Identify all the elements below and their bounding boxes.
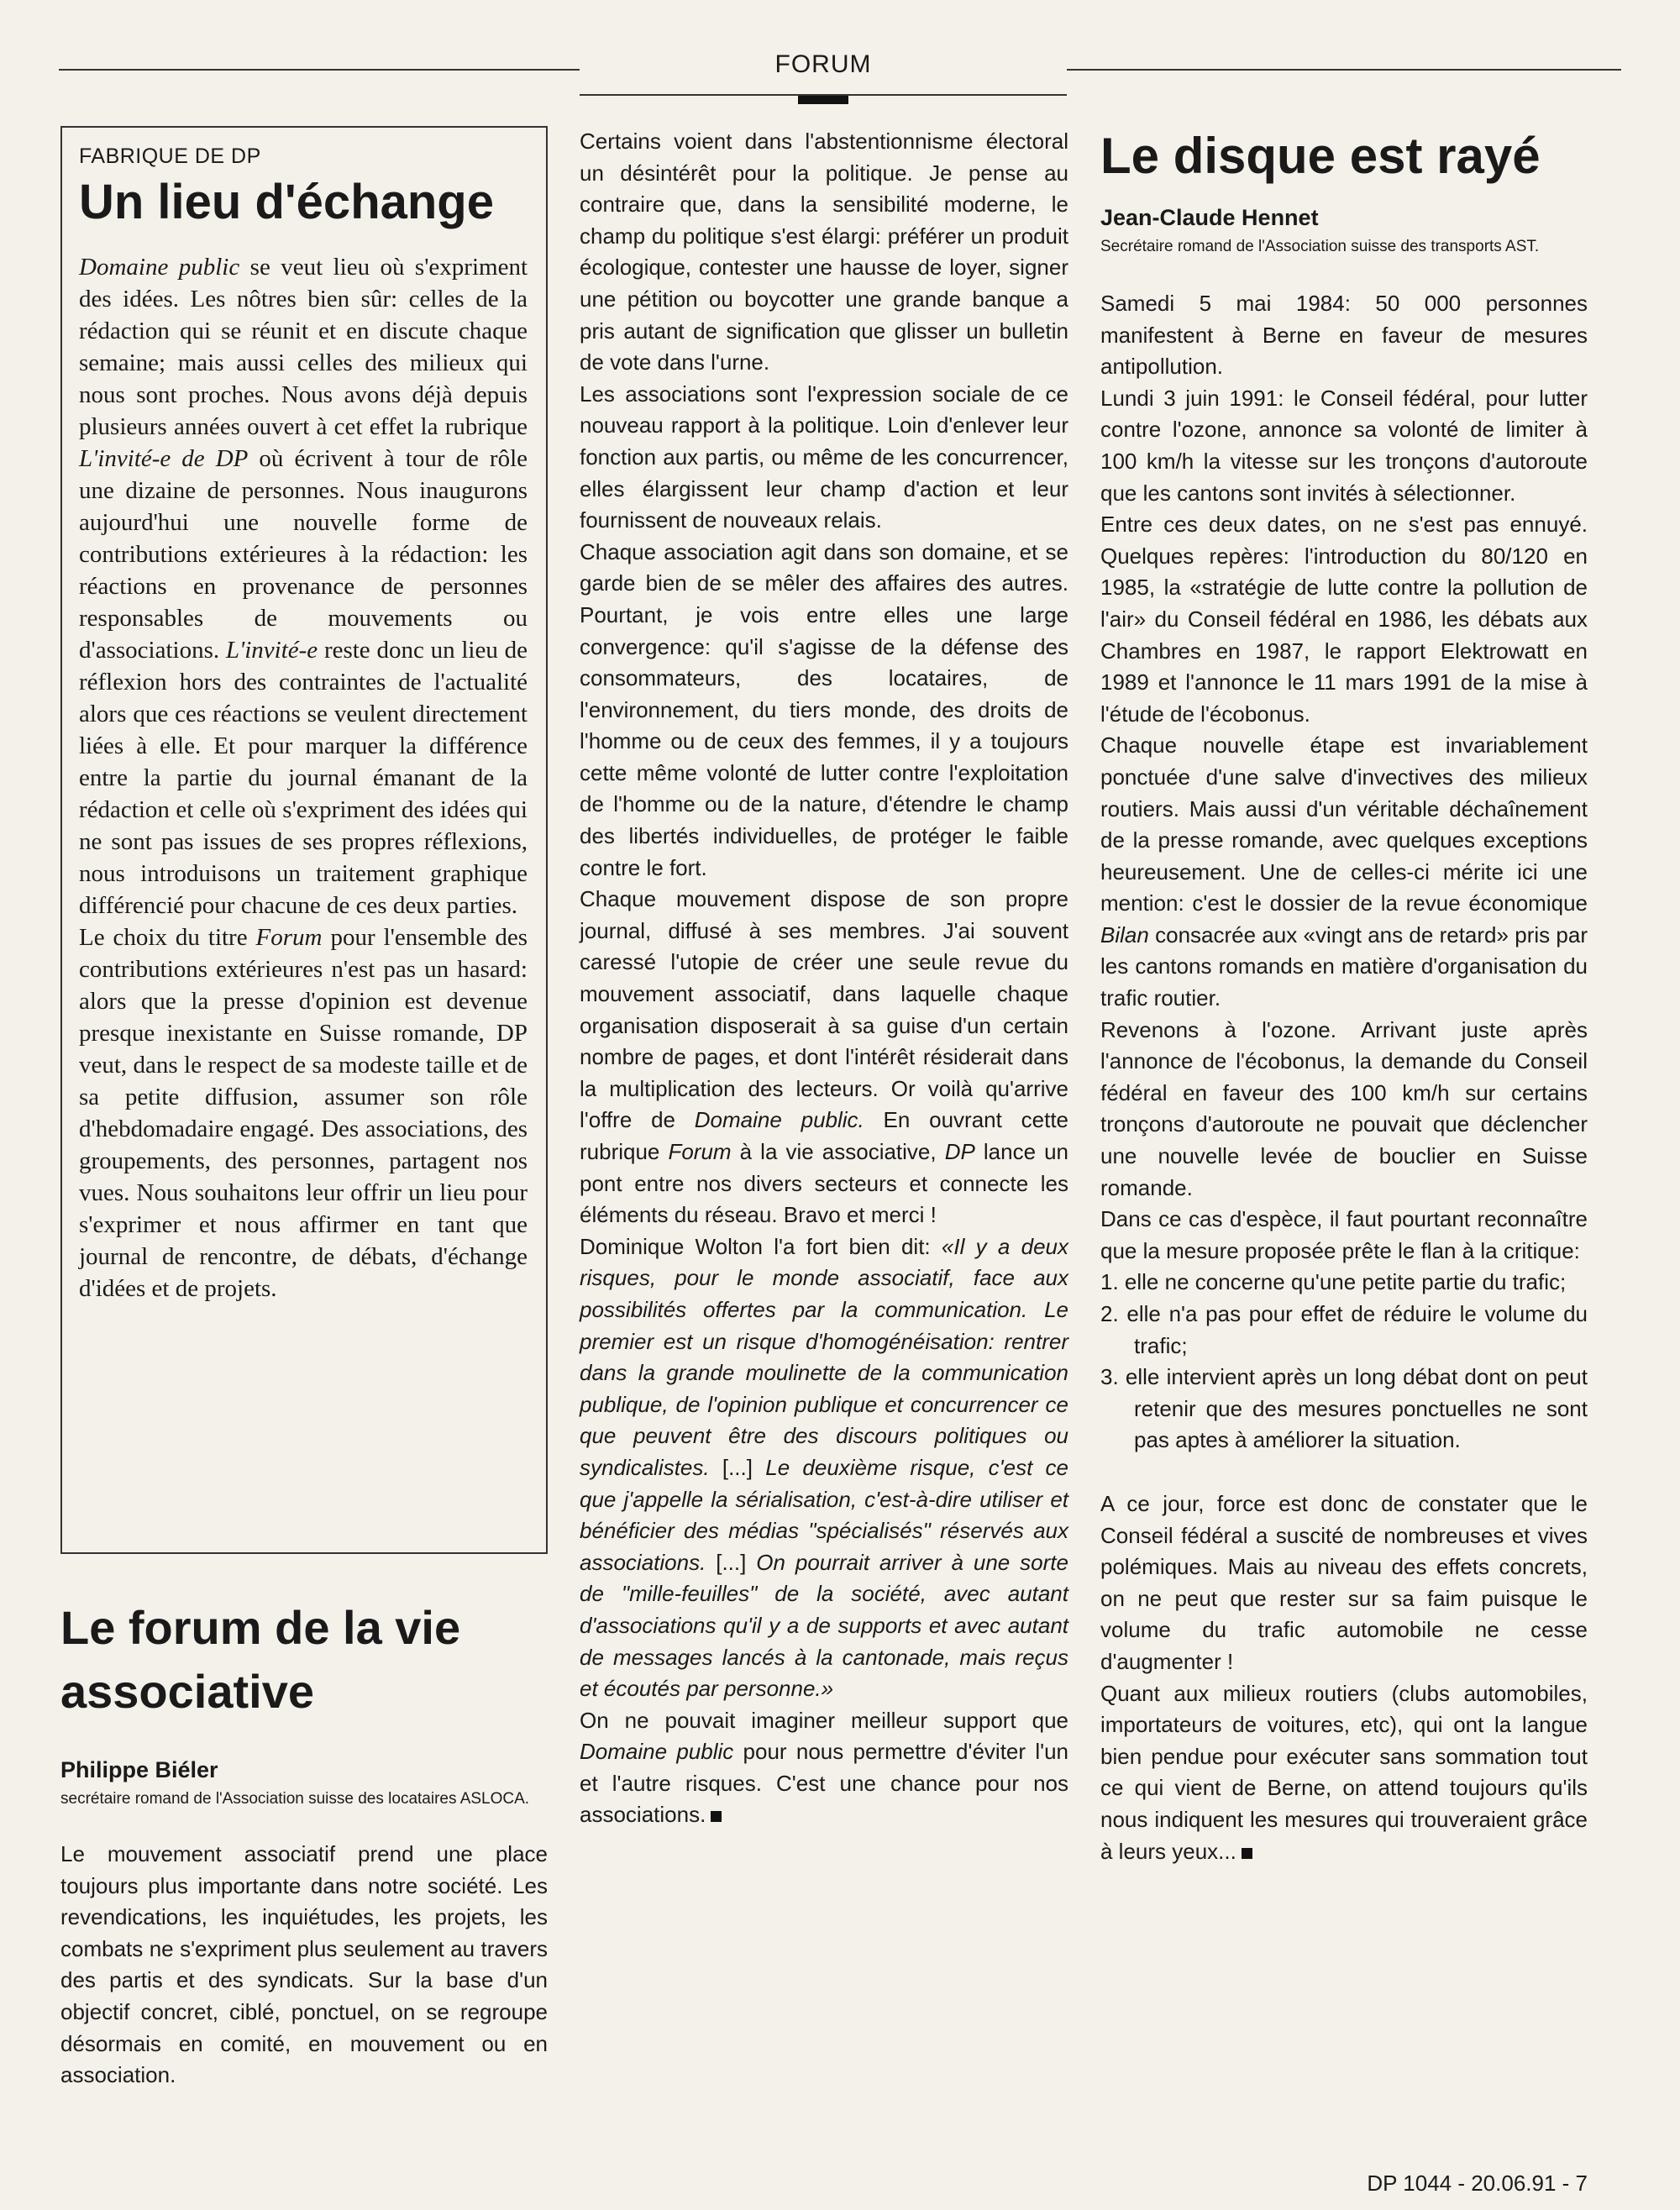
column-right (1100, 126, 1588, 1867)
text-run: consacrée aux «vingt ans de retard» pris par les cantons romands en matière d'organisation du trafic routier. (1100, 921, 1588, 1011)
emphasis: L'invité-e de DP (79, 444, 249, 472)
quote: Le deuxième risque, c'est ce que j'appelle la sérialisation, c'est-à-dire utiliser et bénéficier des médias "spécialisés" réservés aux associations. (580, 1454, 1068, 1575)
list-item: 1. elle ne concerne qu'une petite partie du trafic; (1100, 1269, 1567, 1295)
quote: «Il y a deux risques, pour le monde associatif, face aux possibilités offertes par la communication. Le premier est un risque d'homogénéisation: rentrer dans la grande moulinette de la communication publique, de l'opinion publique et concurrencer ce que peuvent être des discours politiques ou syndicalistes. (580, 1233, 1068, 1480)
emphasis: Forum (668, 1139, 732, 1164)
emphasis: L'invité-e (225, 636, 318, 664)
article1-lead (60, 1839, 548, 2092)
text-run: [...] (706, 1549, 757, 1575)
emphasis: Domaine public (79, 253, 240, 281)
text-run: [...] (709, 1454, 766, 1480)
text-run: Dominique Wolton l'a fort bien dit: (580, 1233, 942, 1259)
article2-paragraph (1100, 730, 1588, 1014)
section-label: FORUM (774, 50, 872, 78)
text-run: On ne pouvait imaginer meilleur support que (580, 1707, 1068, 1733)
box-paragraph-2 (79, 921, 528, 1304)
text-run: En ouvrant cette rubrique (580, 1107, 1069, 1164)
page-folio: DP 1044 - 20.06.91 - 7 (1367, 2171, 1588, 2196)
article2-title: Le disque est rayé (1100, 128, 1541, 184)
quote: On pourrait arriver à une sorte de "mille-feuilles" de la société, avec autant d'associations qu'il y a de supports et avec autant de messages lancés à la cantonade, mais reçus et écoutés par personne.» (580, 1549, 1068, 1702)
list-item: 3. elle intervient après un long débat dont on peut retenir que des mesures ponctuelles ne sont pas aptes à améliorer la situation. (1100, 1364, 1588, 1453)
article2-paragraph: Entre ces deux dates, on ne s'est pas ennuyé. Quelques repères: l'introduction du 80/120 en 1985, la «stratégie de lutte contre la pollution de l'air» du Conseil fédéral en 1986, les débats aux Chambres en 1987, le rapport Elektrowatt en 1989 et l'annonce le 11 mars 1991 de la mise à l'étude de l'écobonus. (1100, 512, 1588, 727)
article2-author: Jean-Claude Hennet (1100, 205, 1319, 230)
article2-paragraph: Revenons à l'ozone. Arrivant juste après l'annonce de l'écobonus, la demande du Conseil fédéral en faveur des 100 km/h sur certains tronçons d'autoroute ne pouvait que déclencher une nouvelle levée de bouclier en Suisse romande. (1100, 1016, 1588, 1200)
article2-paragraph (1100, 1678, 1588, 1868)
article1-paragraph: Chaque association agit dans son domaine, et se garde bien de se mêler des affaires des autres. Pourtant, je vois entre elles une large convergence: qu'il s'agisse de la défense des consommateurs, des locataires, de l'environnement, du tiers monde, des droits de l'homme ou de ceux des femmes, il y a toujours cette même volonté de lutter contre l'exploitation de l'homme ou de la nature, d'étendre le champ des libertés individuelles, de protéger le faible contre le fort. (580, 538, 1068, 880)
column-left (60, 126, 548, 2092)
header-rule-left (59, 69, 580, 71)
text-run: reste donc un lieu de réflexion hors des contraintes de l'actualité alors que ces réactions se veulent directement liées à elle. Et pour marquer la différence entre la partie du journal émanant de la rédaction et celle où s'expriment des idées qui ne sont pas issues de ses propres réflexions, nous introduisons un traitement graphique différencié pour chacune de ces deux parties. (79, 636, 528, 919)
text-run: se veut lieu où s'expriment des idées. Les nôtres bien sûr: celles de la rédaction qui se réunit et en discute chaque semaine; mais aussi celles des milieux qui nous sont proches. Nous avons déjà depuis plusieurs années ouvert à cet effet la rubrique (79, 253, 528, 440)
emphasis: Domaine public (580, 1739, 734, 1765)
box-body (79, 251, 528, 1304)
article2-author-role: Secrétaire romand de l'Association suisse des transports AST. (1100, 238, 1540, 255)
text-run: lance un pont entre nos divers secteurs et connecte les éléments du réseau. Bravo et merci ! (580, 1139, 1069, 1228)
header-rule-right (1067, 69, 1621, 71)
end-of-article-mark (1242, 1848, 1252, 1859)
text-run: Quant aux milieux routiers (clubs automobiles, importateurs de voitures, etc), qui ont la langue bien pendue pour exécuter sans sommation tout ce qui vient de Berne, on attend toujours qu'ils nous indiquent les mesures qui trouveraient grâce à leurs yeux... (1100, 1680, 1588, 1864)
box-paragraph-1 (79, 251, 528, 921)
paragraph-gap (1100, 1457, 1588, 1488)
article1-paragraph: Le mouvement associatif prend une place toujours plus importante dans notre société. Les revendications, les inquiétudes, les projets, les combats ne s'expriment plus seulement au travers des partis et des syndicats. Sur la base d'un objectif concret, ciblé, ponctuel, on se regroupe désormais en comité, en mouvement ou en association. (60, 1841, 548, 2088)
article2-paragraph: A ce jour, force est donc de constater que le Conseil fédéral a suscité de nombreuses et vives polémiques. Mais au niveau des effets concrets, on ne peut que rester sur sa faim puisque le volume du trafic automobile ne cesse d'augmenter ! (1100, 1490, 1588, 1674)
article1-author-role: secrétaire romand de l'Association suisse des locataires ASLOCA. (60, 1790, 530, 1808)
end-of-article-mark (711, 1811, 722, 1822)
text-run: pour l'ensemble des contributions extérieures n'est pas un hasard: alors que la presse d'opinion est devenue presque inexistante en Suisse romande, DP veut, dans le respect de sa modeste taille et de sa petite diffusion, assumer son rôle d'hebdomadaire engagé. Des associations, des groupements, des personnes, partagent nos vues. Nous souhaitons leur offrir un lieu pour s'exprimer et nous affirmer en tant que journal de rencontre, de débats, d'échange d'idées et de projets. (79, 923, 528, 1302)
section-marker-bar (798, 96, 848, 104)
article2-numbered-list (1100, 1267, 1588, 1457)
article1-paragraph (580, 884, 1068, 1231)
article1-author: Philippe Biéler (60, 1757, 218, 1782)
article1-paragraph: Les associations sont l'expression sociale de ce nouveau rapport à la politique. Loin d'enlever leur fonction aux partis, ou même de les concurrencer, elles élargissent leur champ d'action et leur fournissent de nouveaux relais. (580, 381, 1068, 533)
text-run: Le choix du titre (79, 923, 256, 951)
article2-paragraph: Lundi 3 juin 1991: le Conseil fédéral, pour lutter contre l'ozone, annonce sa volonté de limiter à 100 km/h la vitesse sur les tronçons d'autoroute que les cantons sont invités à sélectionner. (1100, 385, 1588, 506)
column-middle (580, 126, 1068, 1831)
text-run: Chaque mouvement dispose de son propre journal, diffusé à ses membres. J'ai souvent caressé l'utopie de créer une seule revue du mouvement associatif, dans laquelle chaque organisation disposerait à sa guise d'un certain nombre de pages, et dont l'intérêt résiderait dans la multiplication des lecteurs. Or voilà qu'arrive l'offre de (580, 886, 1068, 1133)
emphasis: Bilan (1100, 921, 1149, 948)
page-header (59, 50, 1621, 118)
text-run: pour nous permettre d'éviter l'un et l'autre risques. C'est une chance pour nos associations. (580, 1739, 1068, 1828)
article1-paragraph: Certains voient dans l'abstentionnisme électoral un désintérêt pour la politique. Je pense au contraire que, dans la sensibilité moderne, le champ du politique s'est élargi: préférer un produit écologique, contester une hausse de loyer, signer une pétition ou boycotter une grande banque a pris autant de signification que glisser un bulletin de vote dans l'urne. (580, 129, 1068, 375)
article1-title: Le forum de la vie associative (60, 1601, 461, 1718)
article1-quote-paragraph (580, 1231, 1068, 1705)
article2-paragraph: Dans ce cas d'espèce, il faut pourtant reconnaître que la mesure proposée prête le flan à la critique: (1100, 1206, 1588, 1263)
emphasis: Forum (255, 923, 323, 951)
list-item: 2. elle n'a pas pour effet de réduire le volume du trafic; (1100, 1301, 1588, 1358)
editorial-box (60, 126, 548, 1554)
article2-paragraph: Samedi 5 mai 1984: 50 000 personnes manifestent à Berne en faveur de mesures antipollution. (1100, 291, 1588, 380)
text-run: à la vie associative, (731, 1139, 945, 1164)
emphasis: DP (944, 1139, 975, 1164)
article2-body (1100, 288, 1588, 1867)
emphasis: Domaine public. (694, 1107, 864, 1133)
article1-paragraph (580, 1705, 1068, 1831)
box-kicker: FABRIQUE DE DP (79, 144, 261, 168)
box-title: Un lieu d'échange (79, 175, 494, 229)
text-run: où écrivent à tour de rôle une dizaine de personnes. Nous inaugurons aujourd'hui une nouvelle forme de contributions extérieures à la rédaction: les réactions en provenance de personnes responsables de mouvements ou d'associations. (79, 444, 528, 664)
text-run: Chaque nouvelle étape est invariablement ponctuée d'une salve d'invectives des milieux routiers. Mais aussi d'un véritable déchaînement de la presse romande, avec quelques exceptions heureusement. Une de celles-ci mérite ici une mention: c'est le dossier de la revue économique (1100, 732, 1588, 916)
